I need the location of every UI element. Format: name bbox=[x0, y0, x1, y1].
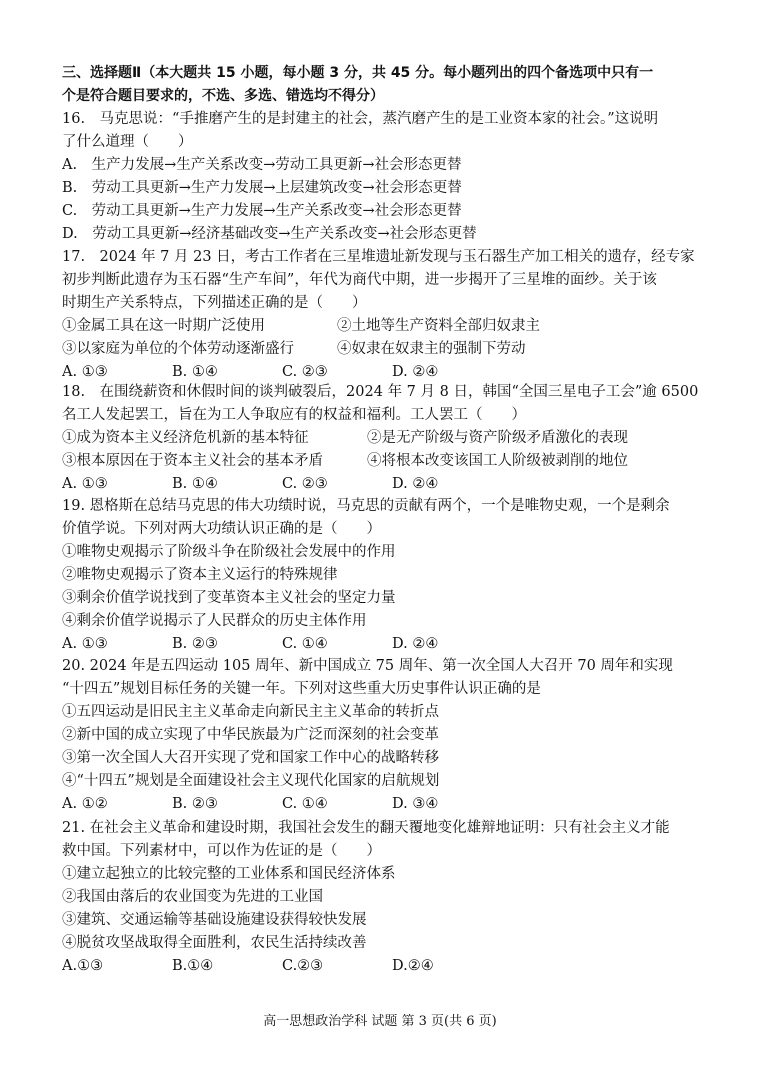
option-c: C. ①④ bbox=[282, 796, 328, 812]
statement-3: ③第一次全国人大召开实现了党和国家工作中心的战略转移 bbox=[62, 750, 439, 766]
answer-options bbox=[62, 473, 702, 496]
statement-3: ③根本原因在于资本主义社会的基本矛盾 bbox=[62, 453, 323, 469]
statement-1: ①金属工具在这一时期广泛使用 bbox=[62, 318, 265, 334]
question-stem: 初步判断此遗存为玉石器“生产车间”，年代为商代中期，进一步揭开了三星堆的面纱。关于该 bbox=[62, 272, 657, 288]
option-a: A. ①② bbox=[62, 796, 108, 812]
answer-options bbox=[62, 633, 702, 656]
option-d: D. ②④ bbox=[392, 636, 439, 652]
statement-4: ④“十四五”规划是全面建设社会主义现代化国家的启航规划 bbox=[62, 773, 440, 789]
option-d: D.②④ bbox=[392, 958, 434, 974]
option-d: D. ②④ bbox=[392, 364, 439, 380]
question-19 bbox=[62, 495, 702, 656]
question-stem: 17. 2024 年 7 月 23 日，考古工作者在三星堆遗址新发现与玉石器生产加工相关的遗存，经专家 bbox=[62, 249, 695, 265]
question-stem: 19. 恩格斯在总结马克思的伟大功绩时说，马克思的贡献有两个，一个是唯物史观，一个是剩余 bbox=[62, 498, 670, 514]
option-a: A. ①③ bbox=[62, 636, 108, 652]
option-d: D. ③④ bbox=[392, 796, 439, 812]
question-20 bbox=[62, 655, 702, 816]
page-footer: 高一思想政治学科 试题 第 3 页(共 6 页) bbox=[263, 1014, 497, 1029]
option-c: C.②③ bbox=[282, 958, 324, 974]
statement-1: ①建立起独立的比较完整的工业体系和国民经济体系 bbox=[62, 866, 396, 882]
statement-row bbox=[62, 315, 702, 338]
statement-4: ④脱贫攻坚战取得全面胜利，农民生活持续改善 bbox=[62, 935, 367, 951]
option-c: C. ②③ bbox=[282, 476, 328, 492]
statement-row bbox=[62, 338, 702, 361]
statement-4: ④将根本改变该国工人阶级被剥削的地位 bbox=[367, 453, 628, 469]
option-a: A. ①③ bbox=[62, 364, 108, 380]
option-c: C. ②③ bbox=[282, 364, 328, 380]
statement-3: ③以家庭为单位的个体劳动逐渐盛行 bbox=[62, 341, 294, 357]
question-stem: 价值学说。下列对两大功绩认识正确的是（ ） bbox=[62, 521, 381, 537]
question-18 bbox=[62, 381, 702, 496]
question-stem: 20. 2024 年是五四运动 105 周年、新中国成立 75 周年、第一次全国人大召开 70 周年和实现 bbox=[62, 658, 673, 674]
option-b: B. ②③ bbox=[172, 636, 218, 652]
statement-2: ②是无产阶级与资产阶级矛盾激化的表现 bbox=[367, 430, 628, 446]
statement-4: ④剩余价值学说揭示了人民群众的历史主体作用 bbox=[62, 613, 367, 629]
question-stem: 救中国。下列素材中，可以作为佐证的是（ ） bbox=[62, 843, 381, 859]
section-header bbox=[62, 62, 702, 108]
option-a: A. ①③ bbox=[62, 476, 108, 492]
question-stem: 名工人发起罢工，旨在为工人争取应有的权益和福利。工人罢工（ ） bbox=[62, 407, 526, 423]
question-stem: 了什么道理（ ） bbox=[62, 134, 193, 150]
statement-3: ③建筑、交通运输等基础设施建设获得较快发展 bbox=[62, 912, 367, 928]
option-b: B. 劳动工具更新→生产力发展→上层建筑改变→社会形态更替 bbox=[62, 180, 462, 196]
option-b: B. ①④ bbox=[172, 364, 218, 380]
statement-1: ①唯物史观揭示了阶级斗争在阶级社会发展中的作用 bbox=[62, 544, 396, 560]
statement-3: ③剩余价值学说找到了变革资本主义社会的坚定力量 bbox=[62, 590, 396, 606]
question-stem: 16. 马克思说：“手推磨产生的是封建主的社会，蒸汽磨产生的是工业资本家的社会。”这说明 bbox=[62, 111, 659, 127]
question-16 bbox=[62, 108, 702, 246]
option-c: C. 劳动工具更新→生产力发展→生产关系改变→社会形态更替 bbox=[62, 203, 462, 219]
question-stem: “十四五”规划目标任务的关键一年。下列对这些重大历史事件认识正确的是 bbox=[62, 681, 541, 697]
option-c: C. ①④ bbox=[282, 636, 328, 652]
option-a: A. 生产力发展→生产关系改变→劳动工具更新→社会形态更替 bbox=[62, 157, 462, 173]
statement-2: ②我国由落后的农业国变为先进的工业国 bbox=[62, 889, 323, 905]
statement-4: ④奴隶在奴隶主的强制下劳动 bbox=[337, 341, 526, 357]
statement-2: ②唯物史观揭示了资本主义运行的特殊规律 bbox=[62, 567, 338, 583]
statement-row bbox=[62, 450, 702, 473]
option-b: B. ①④ bbox=[172, 476, 218, 492]
answer-options bbox=[62, 793, 702, 816]
option-b: B.①④ bbox=[172, 958, 214, 974]
statement-1: ①五四运动是旧民主主义革命走向新民主主义革命的转折点 bbox=[62, 704, 439, 720]
question-stem: 时期生产关系特点，下列描述正确的是（ ） bbox=[62, 295, 367, 311]
option-d: D. ②④ bbox=[392, 476, 439, 492]
question-stem: 21. 在社会主义革命和建设时期，我国社会发生的翻天覆地变化雄辩地证明：只有社会主义才能 bbox=[62, 820, 670, 836]
answer-options bbox=[62, 955, 702, 978]
option-b: B. ②③ bbox=[172, 796, 218, 812]
section-title-line-1: 三、选择题Ⅱ（本大题共 15 小题，每小题 3 分，共 45 分。每小题列出的四个备选项中只有一 bbox=[62, 65, 654, 81]
section-title-line-2: 个是符合题目要求的，不选、多选、错选均不得分） bbox=[62, 88, 384, 104]
question-17 bbox=[62, 246, 702, 384]
statement-2: ②土地等生产资料全部归奴隶主 bbox=[337, 318, 540, 334]
option-d: D. 劳动工具更新→经济基础改变→生产关系改变→社会形态更替 bbox=[62, 226, 477, 242]
option-a: A.①③ bbox=[62, 958, 104, 974]
question-21 bbox=[62, 817, 702, 978]
statement-row bbox=[62, 427, 702, 450]
statement-1: ①成为资本主义经济危机新的基本特征 bbox=[62, 430, 309, 446]
statement-2: ②新中国的成立实现了中华民族最为广泛而深刻的社会变革 bbox=[62, 727, 439, 743]
question-stem: 18. 在围绕薪资和休假时间的谈判破裂后，2024 年 7 月 8 日，韩国“全国三星电子工会”逾 6500 bbox=[62, 384, 699, 400]
